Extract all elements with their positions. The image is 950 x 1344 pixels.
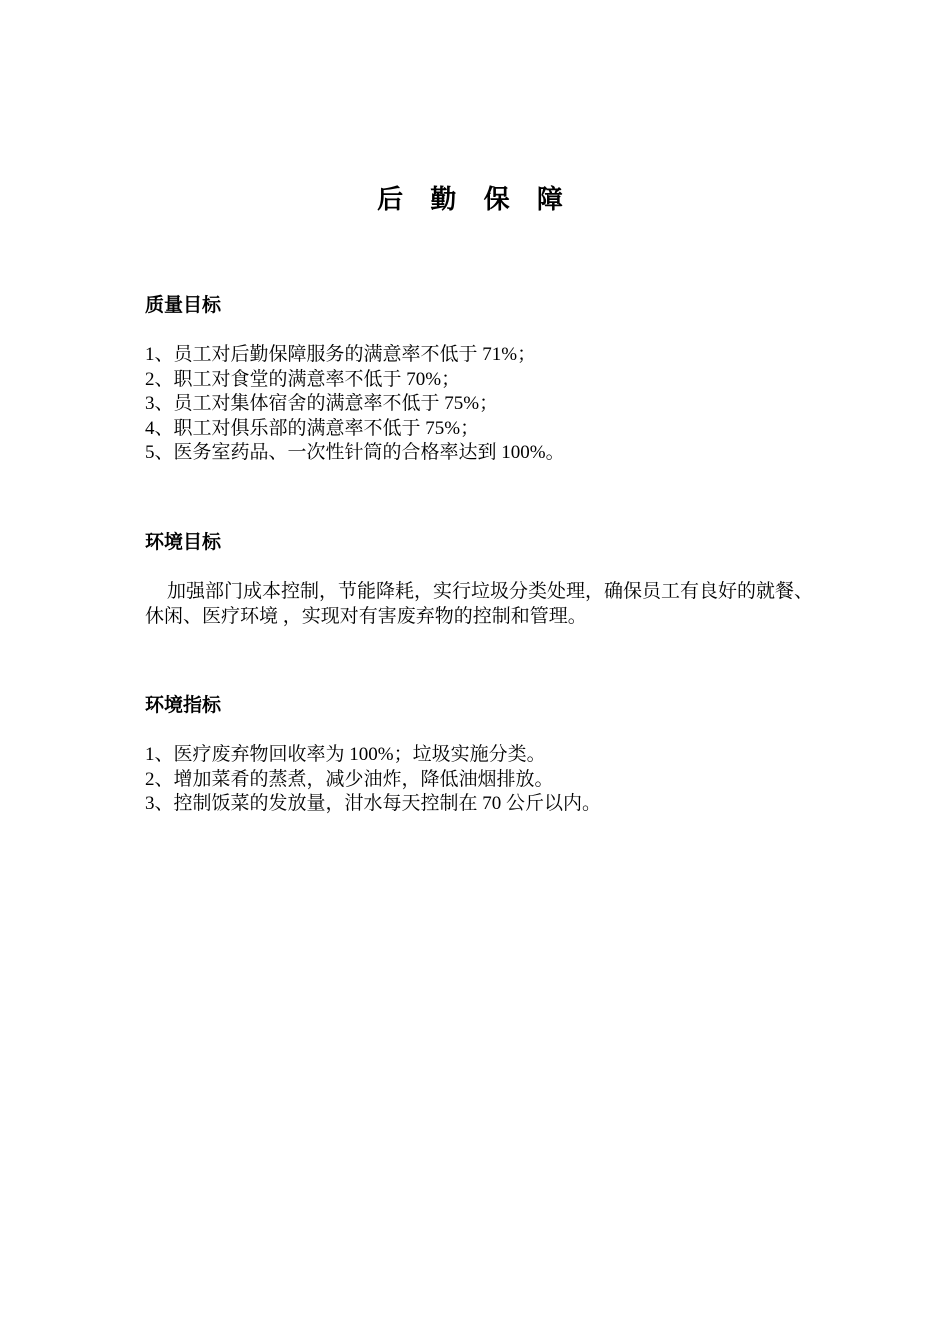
environment-goals-section [145,530,825,629]
list-item: 1、员工对后勤保障服务的满意率不低于 71%； [145,344,537,365]
environment-goals-heading: 环境目标 [145,532,222,553]
list-item: 1、医疗废弃物回收率为 100%；垃圾实施分类。 [145,744,546,765]
environment-indicators-heading: 环境指标 [145,695,222,716]
quality-goals-heading: 质量目标 [145,295,222,316]
list-item: 2、职工对食堂的满意率不低于 70%； [145,368,461,390]
page-title: 后 勤 保 障 [377,184,573,214]
list-item: 5、医务室药品、一次性针筒的合格率达到 100%。 [145,442,565,463]
environment-indicators-list [145,743,825,817]
quality-goals-list [145,343,825,466]
environment-indicators-section [145,693,825,817]
list-item: 3、控制饭菜的发放量，泔水每天控制在 70 公斤以内。 [145,793,602,814]
environment-goals-paragraph: 加强部门成本控制，节能降耗，实行垃圾分类处理，确保员工有良好的就餐、休闲、医疗环境 ，实现对有害废弃物的控制和管理。 [145,581,814,627]
list-item: 4、职工对俱乐部的满意率不低于 75%； [145,417,480,439]
quality-goals-section [145,293,825,466]
list-item: 3、员工对集体宿舍的满意率不低于 75%； [145,393,499,414]
list-item: 2、增加菜肴的蒸煮，减少油炸，降低油烟排放。 [145,768,554,790]
